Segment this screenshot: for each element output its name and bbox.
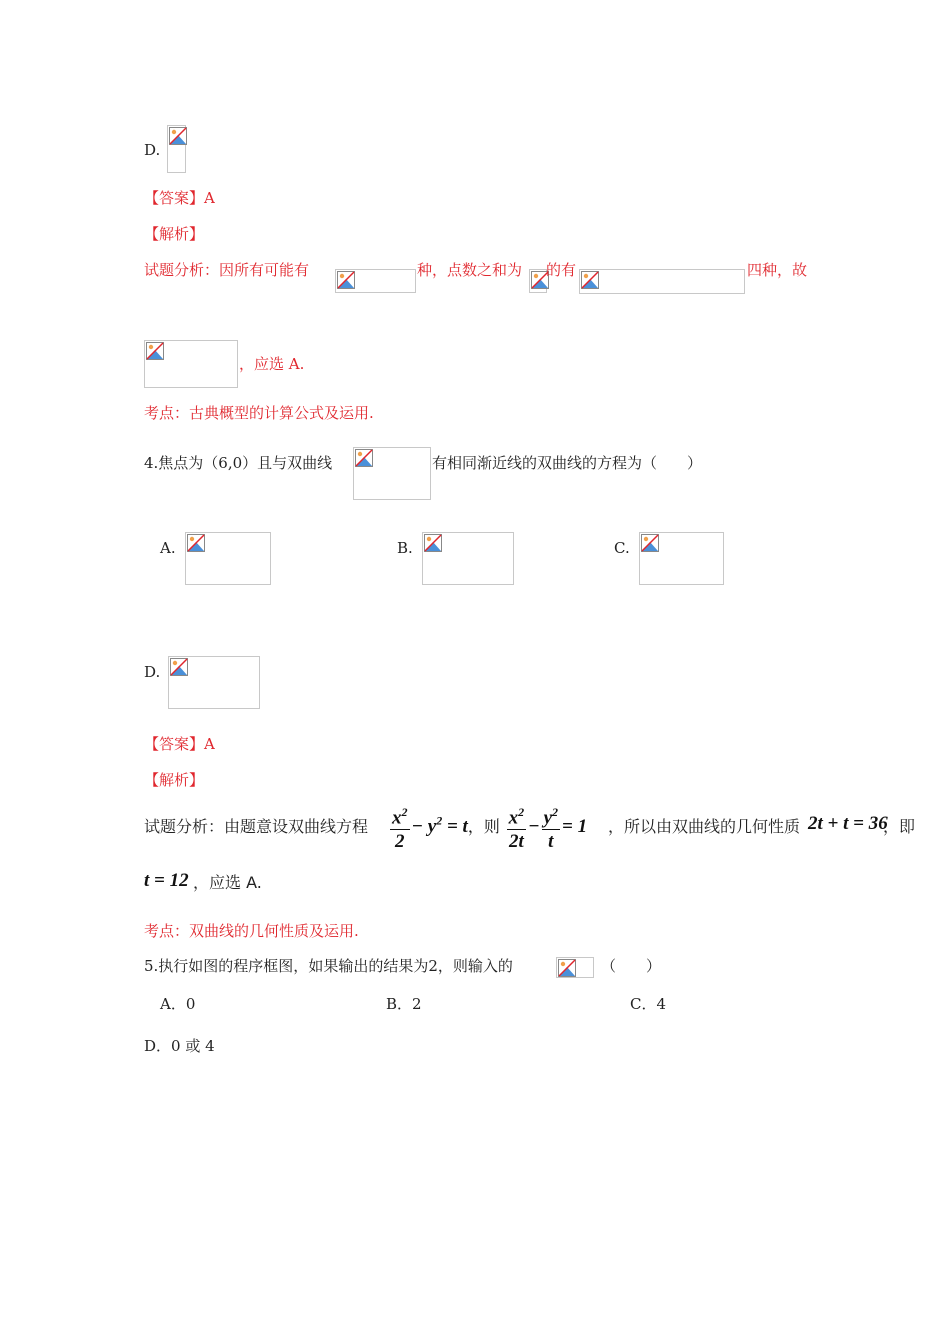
q3-analysis-image-2 — [529, 269, 547, 293]
broken-image-icon — [146, 342, 164, 360]
q4-option-a-image — [185, 532, 271, 585]
q3-analysis-text-3: 的有 — [546, 261, 577, 279]
q3-analysis-text-4: 四种，故 — [747, 261, 808, 279]
q3-analysis-heading: 【解析】 — [144, 225, 205, 243]
broken-image-icon — [337, 271, 355, 289]
q4-analysis-tail: ，应选 A. — [193, 873, 262, 892]
q5-option-a: A．0 — [160, 995, 196, 1013]
math-minus-y: − y — [411, 816, 437, 838]
q3-option-d-label: D. — [144, 141, 161, 159]
math-exponent: 2 — [436, 813, 443, 828]
q4-option-b-image — [422, 532, 514, 585]
math-exponent: 2 — [401, 805, 408, 819]
q4-answer: 【答案】A — [144, 735, 215, 753]
broken-image-icon — [187, 534, 205, 552]
q5-stem-image — [556, 957, 594, 978]
q3-option-d-image — [167, 125, 186, 173]
broken-image-icon — [169, 127, 187, 145]
broken-image-icon — [581, 271, 599, 289]
math-eq-1: = 1 — [562, 816, 588, 838]
math-denominator-2t: 2t — [508, 831, 524, 853]
broken-image-icon — [641, 534, 659, 552]
q3-kaodian: 考点：古典概型的计算公式及运用. — [144, 404, 374, 422]
q4-analysis-ji: ，即 — [883, 817, 916, 836]
q4-analysis-mid: ，所以由双曲线的几何性质 — [608, 817, 801, 836]
math-x: x — [508, 807, 519, 829]
q4-analysis-prefix: 试题分析：由题意设双曲线方程 — [144, 817, 369, 836]
q4-stem-1: 4.焦点为（6,0）且与双曲线 — [144, 454, 333, 472]
q3-analysis-text-2: 种，点数之和为 — [417, 261, 523, 279]
q5-stem-1: 5.执行如图的程序框图，如果输出的结果为2，则输入的 — [144, 957, 513, 975]
q3-analysis-text-1: 试题分析：因所有可能有 — [144, 261, 310, 279]
math-denominator-t: t — [548, 831, 554, 853]
q3-analysis-image-1 — [335, 269, 416, 293]
q4-equation-1: $\frac{x^2}{2}$ − $y^2 = t$，则 $\frac{x^2}{2t}$ − $\frac{y^2}{t}$ = 1 — [388, 801, 587, 854]
broken-image-icon — [355, 449, 373, 467]
math-exponent: 2 — [518, 805, 525, 819]
text-comma-ze: ，则 — [467, 817, 500, 837]
q5-option-d: D．0 或 4 — [144, 1037, 215, 1055]
q4-option-d-image — [168, 656, 260, 709]
q4-kaodian: 考点：双曲线的几何性质及运用. — [144, 922, 359, 940]
math-x: x — [392, 807, 402, 829]
q5-stem-2: （ ） — [601, 957, 662, 975]
q3-analysis-text-5: ，应选 A. — [239, 355, 305, 373]
q4-option-a-label: A. — [160, 539, 176, 557]
q5-option-c: C．4 — [630, 995, 667, 1013]
q4-equation-3: t = 12 — [144, 870, 189, 891]
q3-analysis-image-3 — [579, 269, 745, 294]
q4-stem-image — [353, 447, 431, 500]
broken-image-icon — [558, 959, 576, 977]
q4-stem-2: 有相同渐近线的双曲线的方程为（ ） — [432, 454, 703, 472]
broken-image-icon — [424, 534, 442, 552]
q4-option-c-image — [639, 532, 724, 585]
q3-analysis-image-4 — [144, 340, 238, 388]
q4-option-b-label: B. — [397, 539, 413, 557]
q3-answer: 【答案】A — [144, 189, 215, 207]
broken-image-icon — [170, 658, 188, 676]
math-y: y — [543, 807, 553, 829]
q4-equation-2: 2t + t = 36 — [808, 813, 888, 834]
q5-option-b: B．2 — [386, 995, 422, 1013]
math-denominator: 2 — [395, 831, 405, 853]
math-eq-t: = t — [446, 816, 468, 838]
q4-analysis-heading: 【解析】 — [144, 771, 205, 789]
q4-option-d-label: D. — [144, 663, 161, 681]
q4-option-c-label: C. — [614, 539, 630, 557]
math-exponent: 2 — [552, 805, 559, 819]
